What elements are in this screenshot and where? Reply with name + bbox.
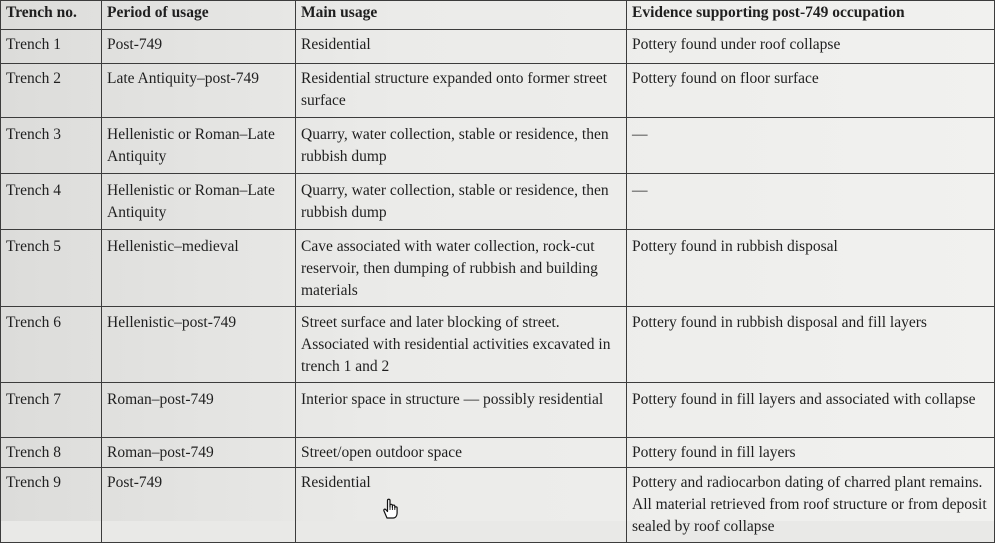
header-main-usage: Main usage xyxy=(296,1,627,30)
trench-cell: Trench 8 xyxy=(1,438,102,468)
trench-cell: Trench 2 xyxy=(1,64,102,118)
usage-cell: Residential xyxy=(296,30,627,64)
trench-cell: Trench 1 xyxy=(1,30,102,64)
period-cell: Hellenistic or Roman–Late Antiquity xyxy=(102,174,296,230)
trench-cell: Trench 9 xyxy=(1,468,102,543)
evidence-cell: — xyxy=(627,174,995,230)
evidence-cell: Pottery found on floor surface xyxy=(627,64,995,118)
table-row xyxy=(1,118,995,174)
period-cell: Post-749 xyxy=(102,30,296,64)
usage-cell: Street surface and later blocking of street. Associated with residential activities excavated in trench 1 and 2 xyxy=(296,307,627,383)
period-cell: Roman–post-749 xyxy=(102,383,296,438)
usage-cell: Interior space in structure — possibly residential xyxy=(296,383,627,438)
period-cell: Hellenistic–medieval xyxy=(102,230,296,307)
period-cell: Post-749 xyxy=(102,468,296,543)
evidence-cell: — xyxy=(627,118,995,174)
evidence-cell: Pottery and radiocarbon dating of charred plant remains. All material retrieved from roof structure or from deposit sealed by roof collapse xyxy=(627,468,995,543)
period-cell: Roman–post-749 xyxy=(102,438,296,468)
header-evidence: Evidence supporting post-749 occupation xyxy=(627,1,995,30)
usage-cell: Quarry, water collection, stable or residence, then rubbish dump xyxy=(296,118,627,174)
usage-cell: Residential xyxy=(296,468,627,543)
table-row xyxy=(1,174,995,230)
header-period-of-usage: Period of usage xyxy=(102,1,296,30)
trench-cell: Trench 4 xyxy=(1,174,102,230)
usage-cell: Street/open outdoor space xyxy=(296,438,627,468)
trench-cell: Trench 5 xyxy=(1,230,102,307)
table-row xyxy=(1,64,995,118)
table-row xyxy=(1,383,995,438)
usage-cell: Cave associated with water collection, rock-cut reservoir, then dumping of rubbish and building materials xyxy=(296,230,627,307)
evidence-cell: Pottery found under roof collapse xyxy=(627,30,995,64)
table-row xyxy=(1,468,995,543)
table-row xyxy=(1,307,995,383)
evidence-cell: Pottery found in fill layers xyxy=(627,438,995,468)
trench-cell: Trench 3 xyxy=(1,118,102,174)
table-row xyxy=(1,438,995,468)
usage-cell: Quarry, water collection, stable or residence, then rubbish dump xyxy=(296,174,627,230)
header-trench-no: Trench no. xyxy=(1,1,102,30)
evidence-cell: Pottery found in rubbish disposal xyxy=(627,230,995,307)
table-row xyxy=(1,230,995,307)
usage-cell: Residential structure expanded onto former street surface xyxy=(296,64,627,118)
trench-cell: Trench 7 xyxy=(1,383,102,438)
period-cell: Late Antiquity–post-749 xyxy=(102,64,296,118)
period-cell: Hellenistic or Roman–Late Antiquity xyxy=(102,118,296,174)
table-row xyxy=(1,30,995,64)
table-header-row xyxy=(1,1,995,30)
evidence-cell: Pottery found in rubbish disposal and fill layers xyxy=(627,307,995,383)
trench-cell: Trench 6 xyxy=(1,307,102,383)
period-cell: Hellenistic–post-749 xyxy=(102,307,296,383)
hand-pointer-icon xyxy=(380,496,402,520)
evidence-cell: Pottery found in fill layers and associated with collapse xyxy=(627,383,995,438)
